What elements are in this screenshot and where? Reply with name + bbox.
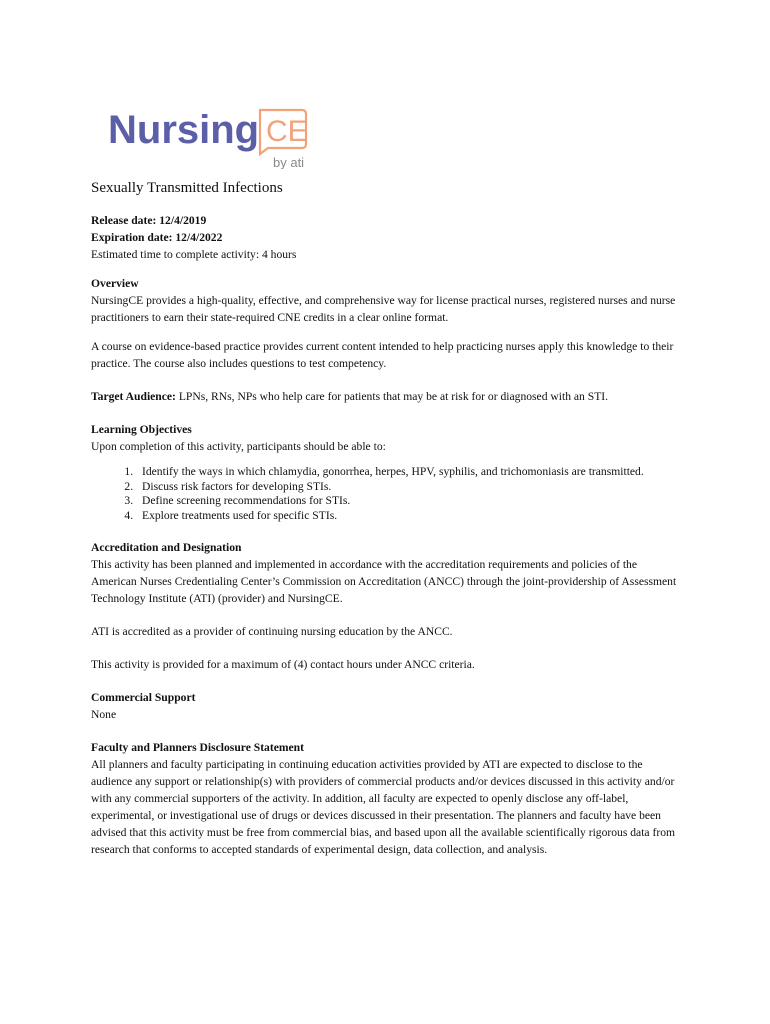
- accreditation-paragraph-3: This activity is provided for a maximum of (4) contact hours under ANCC criteria.: [91, 658, 475, 672]
- logo-tagline: by ati: [273, 155, 305, 169]
- overview-heading: Overview: [91, 277, 139, 290]
- list-item: 2. Discuss risk factors for developing STIs.: [136, 480, 681, 495]
- disclosure-heading: Faculty and Planners Disclosure Statement: [91, 741, 304, 755]
- accreditation-paragraph-2: ATI is accredited as a provider of continuing nursing education by the ANCC.: [91, 625, 453, 639]
- commercial-support-heading: Commercial Support: [91, 691, 196, 705]
- target-audience-label: Target Audience:: [91, 390, 176, 403]
- learning-objectives-intro: Upon completion of this activity, participants should be able to:: [91, 440, 386, 453]
- target-audience-text: LPNs, RNs, NPs who help care for patients that may be at risk for or diagnosed with an STI.: [175, 390, 609, 403]
- overview-paragraph-2: A course on evidence-based practice provides current content intended to help practicing nurses apply this knowledge to their practice. The course also includes questions to test competency.: [91, 340, 674, 370]
- list-item: 1. Identify the ways in which chlamydia, gonorrhea, herpes, HPV, syphilis, and trichomoniasis are transmitted.: [136, 465, 681, 480]
- document-title: Sexually Transmitted Infections: [91, 180, 283, 196]
- logo-nursing-text: Nursing: [108, 108, 260, 152]
- accreditation-heading: Accreditation and Designation: [91, 541, 242, 555]
- nursingce-logo: [108, 107, 328, 169]
- list-item: 4. Explore treatments used for specific STIs.: [136, 509, 681, 524]
- target-audience: [91, 388, 681, 405]
- estimated-time: Estimated time to complete activity: 4 hours: [91, 248, 297, 261]
- list-item: 3. Define screening recommendations for STIs.: [136, 494, 681, 509]
- disclosure-text: All planners and faculty participating in continuing education activities provided by ATI are expected to disclose to the audience any support or relationship(s) with providers of commercial products and/or devices discussed in this activity and/or with any commercial supporters of the activity. In addition, all faculty are expected to openly disclose any off-label, experimental, or investigational use of drugs or devices discussed in their presentation. The planners and faculty have been advised that this activity must be free from commercial bias, and based upon all the available scientifically rigorous data from research that conforms to accepted standards of experimental design, data collection, and analysis.: [91, 758, 676, 857]
- learning-objectives-list: [91, 465, 681, 523]
- document-content: [91, 178, 681, 858]
- accreditation-paragraph-1: This activity has been planned and implemented in accordance with the accreditation requirements and policies of the American Nurses Credentialing Center’s Commission on Accreditation (ANCC) through the joint-providership of Assessment Technology Institute (ATI) (provider) and NursingCE.: [91, 558, 677, 606]
- learning-objectives-heading: Learning Objectives: [91, 423, 192, 436]
- expiration-date: Expiration date: 12/4/2022: [91, 231, 223, 244]
- overview-paragraph-1: NursingCE provides a high-quality, effective, and comprehensive way for license practical nurses, registered nurses and nurse practitioners to earn their state-required CNE credits in a clear online format.: [91, 294, 676, 324]
- logo-ce-text: CE: [266, 115, 308, 148]
- release-date: Release date: 12/4/2019: [91, 214, 207, 227]
- commercial-support-text: None: [91, 708, 117, 722]
